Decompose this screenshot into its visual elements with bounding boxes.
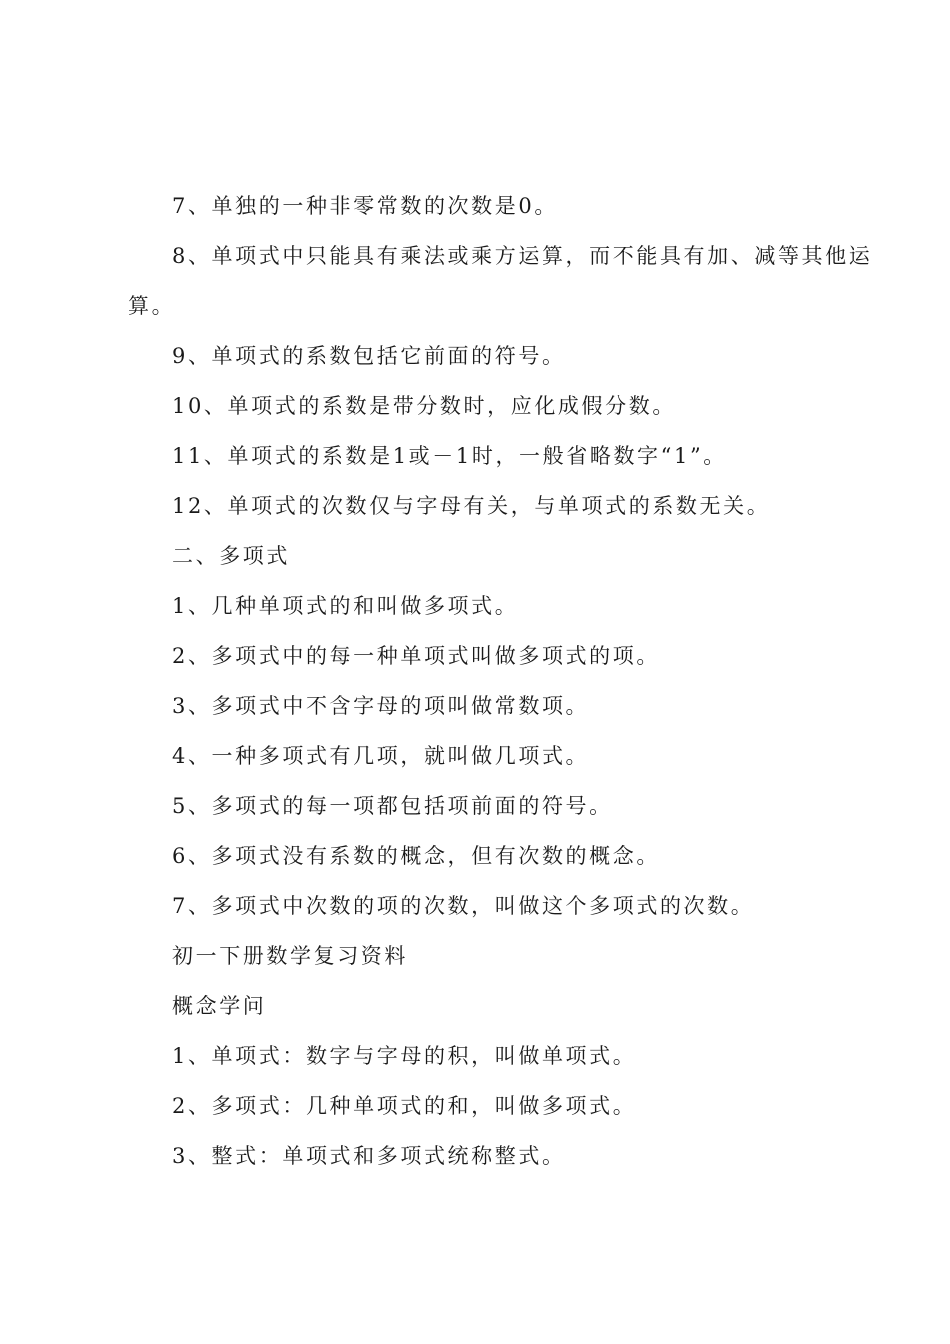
text-line: 6、多项式没有系数的概念，但有次数的概念。 (172, 844, 660, 868)
text-line: 算。 (128, 294, 176, 318)
text-line: 4、一种多项式有几项，就叫做几项式。 (172, 744, 590, 768)
text-line: 8、单项式中只能具有乘法或乘方运算，而不能具有加、减等其他运 (172, 244, 873, 268)
text-line: 2、多项式：几种单项式的和，叫做多项式。 (172, 1094, 637, 1118)
text-line: 2、多项式中的每一种单项式叫做多项式的项。 (172, 644, 660, 668)
text-line: 1、几种单项式的和叫做多项式。 (172, 594, 519, 618)
text-line: 3、整式：单项式和多项式统称整式。 (172, 1144, 566, 1168)
section-heading: 二、多项式 (172, 544, 290, 568)
text-line: 1、单项式：数字与字母的积，叫做单项式。 (172, 1044, 637, 1068)
section-heading: 概念学问 (172, 994, 267, 1018)
text-line: 3、多项式中不含字母的项叫做常数项。 (172, 694, 590, 718)
text-line: 7、多项式中次数的项的次数，叫做这个多项式的次数。 (172, 894, 755, 918)
text-line: 9、单项式的系数包括它前面的符号。 (172, 344, 566, 368)
text-line: 10、单项式的系数是带分数时，应化成假分数。 (172, 394, 676, 418)
text-line: 7、单独的一种非零常数的次数是0。 (172, 194, 558, 218)
section-heading: 初一下册数学复习资料 (172, 944, 408, 968)
text-line: 11、单项式的系数是1或－1时，一般省略数字“1”。 (172, 444, 727, 468)
text-line: 12、单项式的次数仅与字母有关，与单项式的系数无关。 (172, 494, 771, 518)
text-line: 5、多项式的每一项都包括项前面的符号。 (172, 794, 613, 818)
